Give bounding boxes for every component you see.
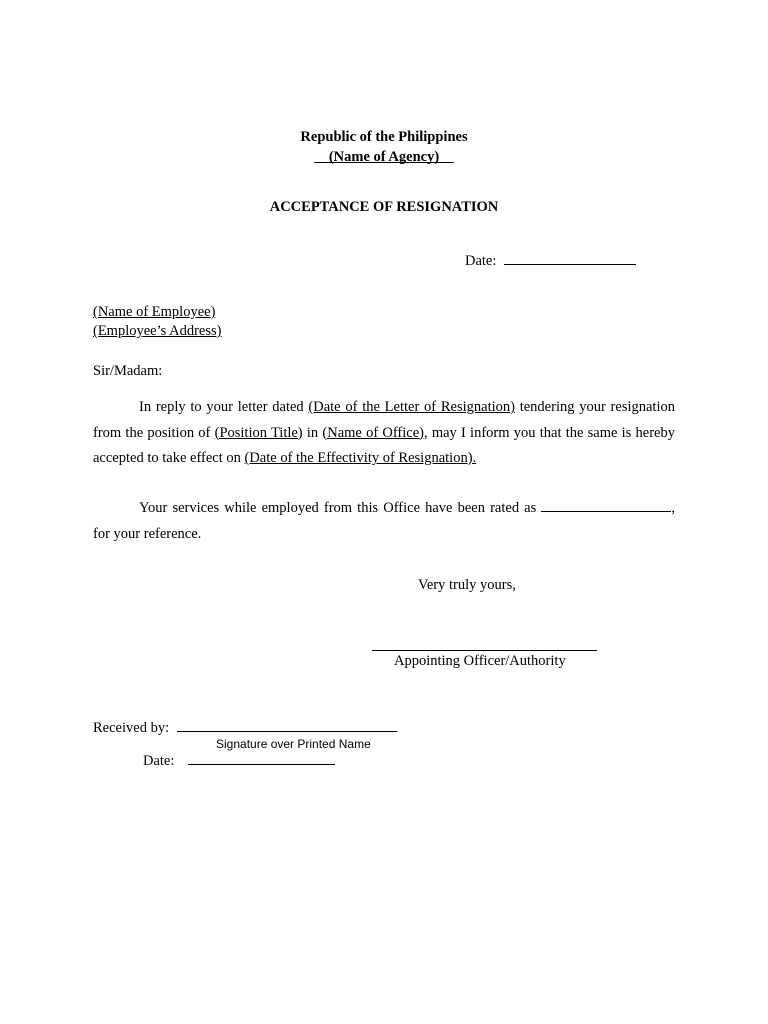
employee-name: (Name of Employee) xyxy=(93,304,216,320)
effectivity-placeholder: (Date of the Effectivity of Resignation). xyxy=(244,450,477,466)
signatory-signature-line xyxy=(372,650,597,651)
date-blank xyxy=(504,251,636,265)
received-date-label: Date: xyxy=(143,753,175,769)
closing: Very truly yours, xyxy=(418,577,516,593)
date-label: Date: xyxy=(465,253,497,269)
rating-paragraph: Your services while employed from this Office have been rated as , for your reference. xyxy=(93,500,675,542)
date-row xyxy=(465,251,636,270)
received-by-label: Received by: xyxy=(93,720,170,736)
republic-heading: Republic of the Philippines xyxy=(300,129,468,145)
position-placeholder: (Position Title) xyxy=(214,424,303,441)
rating-blank xyxy=(541,498,671,512)
received-by-blank xyxy=(177,718,397,732)
salutation: Sir/Madam: xyxy=(93,363,163,379)
employee-address: (Employee’s Address) xyxy=(93,323,222,339)
agency-heading xyxy=(0,148,768,166)
received-date-blank xyxy=(188,751,335,765)
agency-name: (Name of Agency) xyxy=(328,149,440,165)
letter-date-placeholder: (Date of the Letter of Resignation) xyxy=(308,399,515,415)
signatory-title: Appointing Officer/Authority xyxy=(394,653,566,669)
received-date-row xyxy=(143,751,335,770)
document-title: ACCEPTANCE OF RESIGNATION xyxy=(269,199,499,215)
office-placeholder: (Name of Office) xyxy=(322,424,424,441)
signature-caption: Signature over Printed Name xyxy=(216,737,371,751)
acceptance-paragraph: In reply to your letter dated (Date of the Letter of Resignation) tendering your resignation from the position of (Position Title) in (Name of Office), may I inform you that the same is hereby accepted to take effect on (Date of the Effectivity of Resignation). xyxy=(93,399,675,466)
